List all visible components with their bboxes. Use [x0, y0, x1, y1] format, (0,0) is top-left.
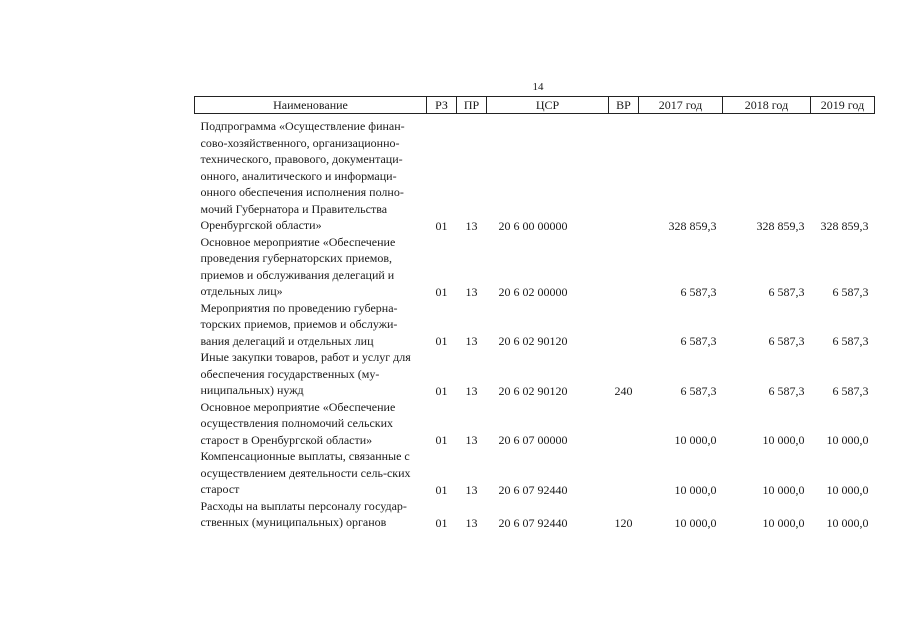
header-name: Наименование [195, 97, 427, 114]
row-2017: 6 587,3 [680, 284, 717, 299]
row-2019: 6 587,3 [832, 383, 869, 398]
row-2019: 6 587,3 [832, 284, 869, 299]
table-row [195, 498, 875, 531]
row-rz: 01 [435, 515, 448, 530]
row-pr: 13 [465, 383, 478, 398]
row-pr: 13 [465, 218, 478, 233]
row-name: Иные закупки товаров, работ и услуг для обеспечения государственных (му-ниципальных) нужд [200, 350, 411, 397]
table-row [195, 349, 875, 399]
row-2019: 10 000,0 [826, 482, 869, 497]
row-2018: 6 587,3 [768, 284, 805, 299]
row-2018: 6 587,3 [768, 334, 805, 348]
table-row [195, 448, 875, 498]
row-2019: 328 859,3 [820, 218, 869, 233]
row-2017: 10 000,0 [674, 433, 717, 447]
row-2019: 10 000,0 [826, 515, 869, 530]
row-vr [609, 234, 639, 300]
row-name: Расходы на выплаты персоналу государ-ственных (муниципальных) органов [200, 498, 407, 529]
budget-table [194, 96, 875, 531]
table-header [195, 97, 875, 114]
row-name: Основное мероприятие «Обеспечение проведения губернаторских приемов, приемов и обслуживания делегаций и отдельных лиц» [200, 234, 396, 298]
header-2018: 2018 год [723, 97, 811, 114]
page-number: 14 [532, 81, 544, 93]
row-2018: 10 000,0 [762, 482, 805, 497]
header-2017: 2017 год [639, 97, 723, 114]
row-2018: 6 587,3 [768, 383, 805, 398]
row-csr: 20 6 07 92440 [498, 515, 568, 530]
row-csr: 20 6 00 00000 [498, 218, 568, 233]
row-name: Компенсационные выплаты, связанные с осуществлением деятельности сель-ских старост [200, 449, 411, 496]
table-row [195, 399, 875, 449]
row-2019: 10 000,0 [826, 433, 869, 447]
table-row [195, 300, 875, 350]
row-pr: 13 [465, 334, 478, 348]
row-rz: 01 [435, 482, 448, 497]
row-2017: 6 587,3 [680, 383, 717, 398]
header-rz: РЗ [427, 97, 457, 114]
row-pr: 13 [465, 284, 478, 299]
row-rz: 01 [435, 218, 448, 233]
table-body [195, 114, 875, 531]
row-vr: 120 [614, 515, 633, 530]
table-row [195, 118, 875, 234]
row-pr: 13 [465, 482, 478, 497]
row-2018: 10 000,0 [762, 515, 805, 530]
row-2019: 6 587,3 [832, 334, 869, 348]
row-2017: 6 587,3 [680, 334, 717, 348]
header-csr: ЦСР [487, 97, 609, 114]
row-csr: 20 6 07 00000 [498, 433, 568, 447]
header-vr: ВР [609, 97, 639, 114]
row-2017: 328 859,3 [668, 218, 717, 233]
row-csr: 20 6 02 90120 [498, 334, 568, 348]
row-csr: 20 6 07 92440 [498, 482, 568, 497]
row-rz: 01 [435, 433, 448, 447]
row-rz: 01 [435, 284, 448, 299]
row-name: Мероприятия по проведению губерна-торских приемов, приемов и обслужи-вания делегаций и отдельных лиц [200, 300, 398, 348]
row-2018: 10 000,0 [762, 433, 805, 447]
row-rz: 01 [435, 383, 448, 398]
table-row [195, 234, 875, 300]
header-2019: 2019 год [811, 97, 875, 114]
row-vr [609, 300, 639, 350]
row-vr [609, 118, 639, 234]
row-csr: 20 6 02 00000 [498, 284, 568, 299]
row-rz: 01 [435, 334, 448, 348]
row-vr [609, 399, 639, 449]
row-name: Подпрограмма «Осуществление финан-совo-хозяйственного, организационно-технического, правового, документаци-онного, аналитического и информаци-онного обеспечения исполнения полно-мочий Губернатора и Правительства Оренбургской области» [200, 119, 405, 232]
row-csr: 20 6 02 90120 [498, 383, 568, 398]
row-name: Основное мероприятие «Обеспечение осуществления полномочий сельских старост в Оренбургской области» [200, 399, 396, 447]
row-2017: 10 000,0 [674, 515, 717, 530]
row-vr: 240 [614, 383, 633, 398]
row-2018: 328 859,3 [756, 218, 805, 233]
row-vr [609, 448, 639, 498]
row-2017: 10 000,0 [674, 482, 717, 497]
header-pr: ПР [457, 97, 487, 114]
row-pr: 13 [465, 433, 478, 447]
row-pr: 13 [465, 515, 478, 530]
